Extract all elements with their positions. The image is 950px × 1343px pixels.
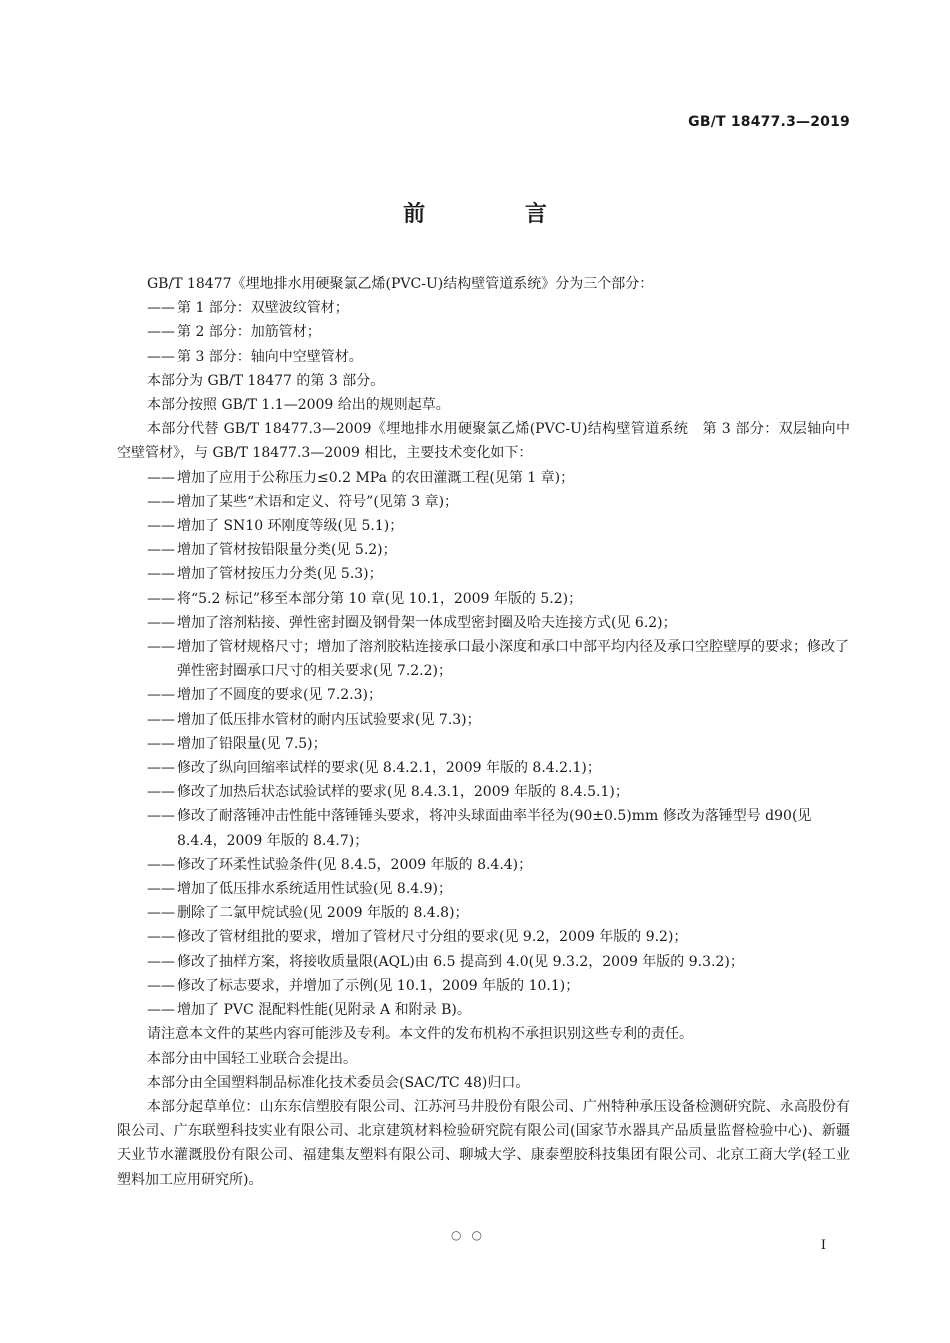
list-item: —— 增加了铅限量(见 7.5)； — [147, 735, 327, 752]
proposer-paragraph: 本部分由中国轻工业联合会提出。 — [147, 1050, 357, 1067]
footer-circles: ○○ — [451, 1228, 492, 1242]
standard-number: GB/T 18477.3—2019 — [688, 114, 850, 130]
list-item: —— 增加了管材规格尺寸；增加了溶剂胶粘连接承口最小深度和承口中部平均内径及承口空腔壁厚的要求；修改了弹性密封圈承口尺寸的相关要求(见 7.2.2)； — [147, 639, 849, 680]
list-item: —— 增加了管材按铅限量分类(见 5.2)； — [147, 542, 397, 559]
paragraph: 本部分代替 GB/T 18477.3—2009《埋地排水用硬聚氯乙烯(PVC-U)结构壁管道系统 第 3 部分：双层轴向中空壁管材》，与 GB/T 18477.3—2009 相比，主要技术变化如下： — [117, 421, 850, 462]
list-item: —— 第 3 部分：轴向中空壁管材。 — [147, 348, 363, 365]
list-item: —— 增加了低压排水系统适用性试验(见 8.4.9)； — [147, 881, 452, 898]
list-item: —— 增加了 SN10 环刚度等级(见 5.1)； — [147, 518, 404, 535]
paragraph: 本部分按照 GB/T 1.1—2009 给出的规则起草。 — [147, 397, 450, 414]
intro-paragraph: GB/T 18477《埋地排水用硬聚氯乙烯(PVC-U)结构壁管道系统》分为三个部分： — [147, 276, 654, 292]
list-item: —— 删除了二氯甲烷试验(见 2009 年版的 8.4.8)； — [147, 905, 469, 922]
list-item: —— 第 2 部分：加筋管材； — [147, 324, 321, 341]
list-item: —— 增加了应用于公称压力≤0.2 MPa 的农田灌溉工程(见第 1 章)； — [147, 469, 575, 486]
list-item: —— 将“5.2 标记”移至本部分第 10 章(见 10.1，2009 年版的 5.2)； — [147, 590, 583, 607]
list-item: —— 第 1 部分：双壁波纹管材； — [147, 300, 349, 317]
list-item: —— 增加了低压排水管材的耐内压试验要求(见 7.3)； — [147, 711, 481, 728]
changes-list — [117, 466, 850, 1023]
list-item: —— 增加了不圆度的要求(见 7.2.3)； — [147, 687, 382, 704]
list-item: —— 增加了某些“术语和定义、符号”(见第 3 章)； — [147, 493, 459, 510]
drafters-paragraph: 本部分起草单位：山东东信塑胶有限公司、江苏河马井股份有限公司、广州特种承压设备检测研究院、永高股份有限公司、广东联塑科技实业有限公司、北京建筑材料检验研究院有限公司(国家节水器具产品质量监督检验中心)、新疆天业节水灌溉股份有限公司、福建集友塑料有限公司、聊城大学、康泰塑胶科技集团有限公司、北京工商大学(轻工业塑料加工应用研究所)。 — [117, 1098, 850, 1188]
patent-notice: 请注意本文件的某些内容可能涉及专利。本文件的发布机构不承担识别这些专利的责任。 — [147, 1026, 693, 1043]
parts-list — [117, 296, 850, 369]
page-number: I — [820, 1238, 826, 1253]
list-item: —— 修改了耐落锤冲击性能中落锤锤头要求，将冲头球面曲率半径为(90±0.5)mm 修改为落锤型号 d90(见 8.4.4，2009 年版的 8.4.7)； — [147, 808, 812, 849]
foreword-body — [117, 272, 850, 1192]
page-title: 前 言 — [403, 202, 593, 227]
list-item: —— 修改了管材组批的要求，增加了管材尺寸分组的要求(见 9.2，2009 年版的 9.2)； — [147, 929, 688, 946]
list-item: —— 修改了环柔性试验条件(见 8.4.5，2009 年版的 8.4.4)； — [147, 856, 533, 873]
list-item: —— 修改了抽样方案，将接收质量限(AQL)由 6.5 提高到 4.0(见 9.3.2，2009 年版的 9.3.2)； — [147, 953, 744, 970]
list-item: —— 增加了溶剂粘接、弹性密封圈及钢骨架一体成型密封圈及哈夫连接方式(见 6.2)； — [147, 614, 677, 631]
list-item: —— 修改了纵向回缩率试样的要求(见 8.4.2.1，2009 年版的 8.4.2.1)； — [147, 760, 601, 777]
list-item: —— 修改了标志要求，并增加了示例(见 10.1，2009 年版的 10.1)； — [147, 977, 580, 994]
list-item: —— 修改了加热后状态试验试样的要求(见 8.4.3.1，2009 年版的 8.4.5.1)； — [147, 784, 629, 801]
list-item: —— 增加了 PVC 混配料性能(见附录 A 和附录 B)。 — [147, 1002, 471, 1019]
committee-paragraph: 本部分由全国塑料制品标准化技术委员会(SAC/TC 48)归口。 — [147, 1074, 530, 1091]
list-item: —— 增加了管材按压力分类(见 5.3)； — [147, 566, 383, 583]
paragraph: 本部分为 GB/T 18477 的第 3 部分。 — [147, 372, 385, 389]
